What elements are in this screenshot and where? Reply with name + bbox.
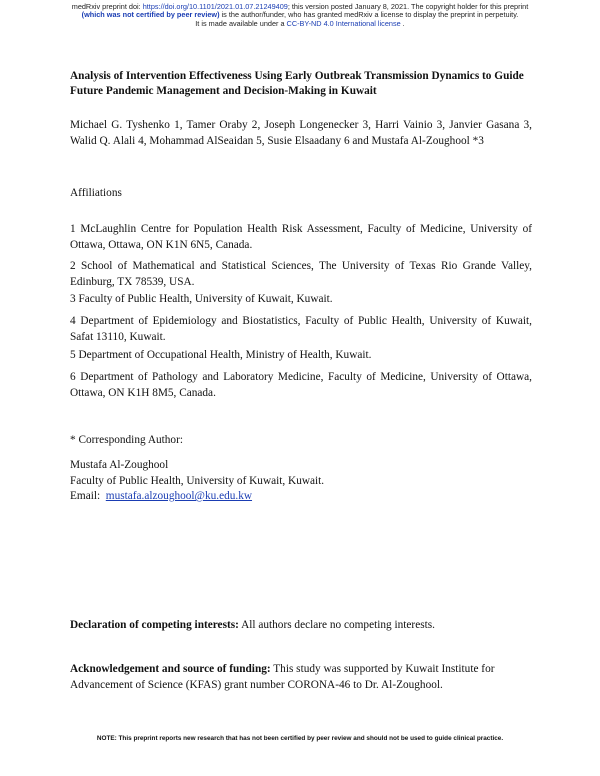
competing-interests-label: Declaration of competing interests: <box>70 619 239 631</box>
corresponding-heading: * Corresponding Author: <box>70 434 183 446</box>
corresponding-email-line <box>70 489 532 505</box>
funding-text: This study was supported by Kuwait Institute for Advancement of Science (KFAS) grant number CORONA-46 to Dr. Al-Zoughool. <box>70 663 495 691</box>
preprint-banner <box>0 3 600 28</box>
funding-acknowledgement <box>70 662 532 693</box>
email-label: Email: <box>70 490 101 502</box>
corresponding-name: Mustafa Al-Zoughool <box>70 459 169 471</box>
banner-line-3 <box>0 20 600 28</box>
affiliations-heading: Affiliations <box>70 187 122 199</box>
email-link[interactable]: mustafa.alzoughool@ku.edu.kw <box>105 490 253 502</box>
affiliation-4: 4 Department of Epidemiology and Biostatistics, Faculty of Public Health, University of Kuwait, Safat 13110, Kuwait. <box>70 315 532 343</box>
corresponding-affiliation: Faculty of Public Health, University of Kuwait, Kuwait. <box>70 474 325 487</box>
affiliation-2: 2 School of Mathematical and Statistical Sciences, The University of Texas Rio Grande Valley, Edinburg, TX 78539, USA. <box>70 260 532 288</box>
corresponding-author-block <box>70 458 532 505</box>
license-grant-text: is the author/funder, who has granted medRxiv a license to display the preprint in perpetuity. <box>219 10 519 20</box>
paper-title: Analysis of Intervention Effectiveness Using Early Outbreak Transmission Dynamics to Guide Future Pandemic Management and Decision-Making in Kuwait <box>70 70 524 97</box>
doi-link[interactable]: https://doi.org/10.1101/2021.01.07.21249409 <box>142 2 288 11</box>
banner-copyright-text: ; this version posted January 8, 2021. The copyright holder for this preprint <box>287 2 529 11</box>
peer-review-notice: (which was not certified by peer review) <box>81 10 220 20</box>
banner-doi-prefix: medRxiv preprint doi: <box>71 2 143 11</box>
preprint-footer-note: NOTE: This preprint reports new research that has not been certified by peer review and should not be used to guide clinical practice. <box>96 735 504 742</box>
license-suffix: . <box>400 18 405 28</box>
license-link[interactable]: CC-BY-ND 4.0 International license <box>286 18 401 28</box>
affiliation-1: 1 McLaughlin Centre for Population Health Risk Assessment, Faculty of Medicine, University of Ottawa, Ottawa, ON K1N 6N5, Canada. <box>70 223 532 251</box>
funding-label: Acknowledgement and source of funding: <box>70 663 271 675</box>
affiliation-3: 3 Faculty of Public Health, University of Kuwait, Kuwait. <box>70 293 333 305</box>
competing-interests-text: All authors declare no competing interests. <box>238 619 435 631</box>
license-prefix: It is made available under a <box>195 18 287 28</box>
competing-interests <box>70 618 532 634</box>
affiliation-6: 6 Department of Pathology and Laboratory Medicine, Faculty of Medicine, University of Ottawa, Ottawa, ON K1H 8M5, Canada. <box>70 371 532 399</box>
affiliation-5: 5 Department of Occupational Health, Ministry of Health, Kuwait. <box>70 349 372 361</box>
author-list: Michael G. Tyshenko 1, Tamer Oraby 2, Joseph Longenecker 3, Harri Vainio 3, Janvier Gasana 3, Walid Q. Alali 4, Mohammad AlSeaidan 5, Susie Elsaadany 6 and Mustafa Al-Zoughool *3 <box>70 119 532 147</box>
